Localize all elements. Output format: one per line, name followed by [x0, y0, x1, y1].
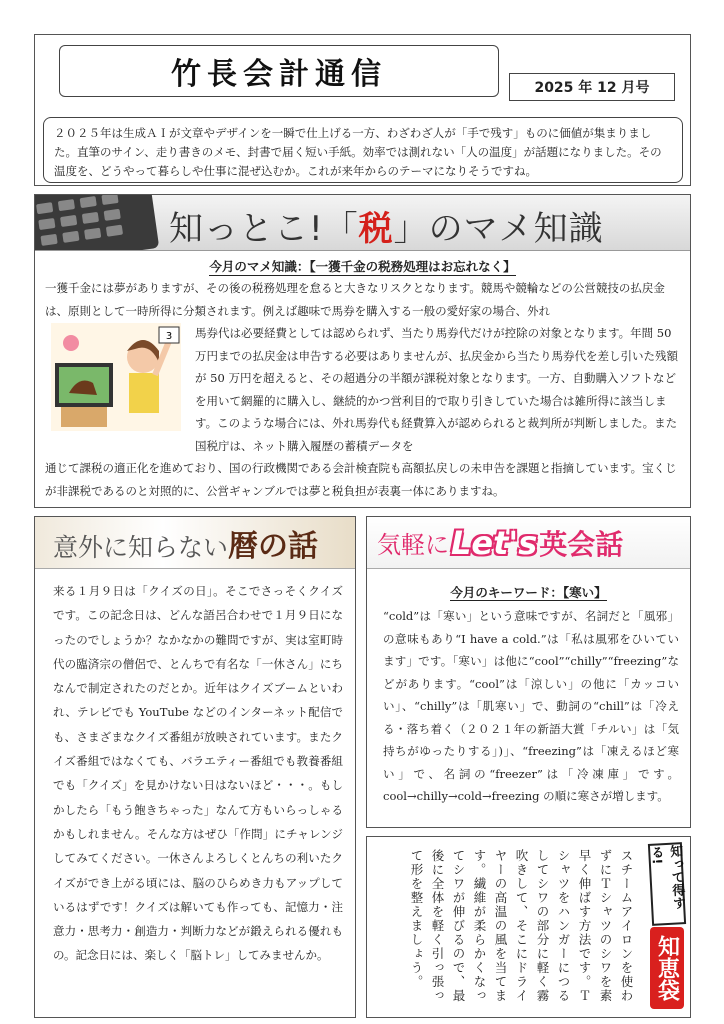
tax-subheading: 今月のマメ知識：【一獲千金の税務処理はお忘れなく】 [209, 259, 516, 274]
newsletter-title: 竹長会計通信 [59, 45, 499, 97]
calendar-banner [35, 517, 355, 569]
calendar-body-text: 来る１月９日は「クイズの日」。そこでさっそくクイズです。この記念日は、どんな語呂合わせで１月９日になったのでしょうか？なかなかの難問ですが、実は室町時代の臨済宗の僧侶で、とんちで有名な「一休さん」にちなんで制定されたのだとか。近年はクイズブームといわれ、テレビでも YouTube などのインターネット配信でも、さまざまなクイズ番組が放映されています。またクイズ番組ではなくても、バラエティー番組でも教養番組でも「クイズ」を見かけない日はないほど・・・。もしかしたら「もう飽きちゃった」なんて方もいらっしゃるかもしれません。そんな方はぜひ「作問」にチャレンジしてみてください。一休さんよろしくとんちの利いたクイズができ上がる頃には、脳のひらめき力もアップしているはずです！クイズは解いても作っても、記憶力・注意力・思考力・創造力・判断力などが鍛えられる優れもの。記念日には、楽しく「脳トレ」してみませんか。 [53, 584, 343, 963]
calculator-icon [35, 195, 159, 251]
tax-paragraph-right: 馬券代は必要経費としては認められず、当たり馬券代だけが控除の対象となります。年間 50 万円までの払戻金は申告する必要はありませんが、払戻金から当たり馬券代を差し引いた残額が 50 万円を超えると、その超過分の半額が課税対象となります。一方、自動購入ソフトなどを用いて網羅的に購入し、継続的かつ営利目的で取り引きしていた場合は雑所得に該当します。このような場合には、外れ馬券代も経費算入が認められると裁判所が判断しました。また国税庁は、ネット購入履歴の蓄積データを [195, 326, 678, 453]
tips-section [366, 836, 691, 1018]
issue-date: 2025 年 12 月号 [509, 73, 675, 101]
tips-badge [647, 843, 686, 1011]
english-subheading: 今月のキーワード：【寒い】 [450, 585, 607, 600]
ticket-number: 3 [165, 331, 173, 342]
tips-badge-bottom: 知恵袋 [650, 927, 684, 1009]
calendar-section [34, 516, 356, 1018]
english-banner-prefix: 気軽に [377, 531, 449, 559]
english-banner-title: 英会話 [539, 527, 624, 561]
english-banner-lets: Let's [451, 523, 538, 562]
english-section [366, 516, 691, 828]
calendar-section-heading: 意外に知らない暦の話 [53, 528, 319, 564]
tips-body-text: スチームアイロンを使わずにＴシャツのシワを素早く伸ばす方法です。Ｔシャツをハンガーにつるしてシワの部分に軽く霧吹きして、そこにドライヤーの高温の風を当てます。繊維が柔らかくなってシワが伸びるので、最後に全体を軽く引っ張って形を整えましょう。 [409, 849, 634, 1003]
newsletter-header [34, 34, 691, 186]
english-banner [367, 517, 690, 569]
tax-banner [35, 195, 690, 251]
tax-paragraph-top: 一獲千金には夢がありますが、その後の税務処理を怠ると大きなリスクとなります。競馬や競輪などの公営競技の払戻金は、原則として一時所得に分類されます。例えば趣味で馬券を購入する一般の愛好家の場合、外れ [45, 281, 665, 318]
intro-text: ２０２５年は生成ＡＩが文章やデザインを一瞬で仕上げる一方、わざわざ人が「手で残す」ものに価値が集まりました。直筆のサイン、走り書きのメモ、封書で届く短い手紙。効率では測れない「人の温度」が話題になりました。その温度を、どうやって暮らしや仕事に混ぜ込むか。これが来年からのテーマになりそうですね。 [43, 117, 683, 183]
tips-badge-top: 知って得する! [648, 842, 686, 926]
english-body-text: “cold”は「寒い」という意味ですが、名詞だと「風邪」の意味もあり“I have a cold.”は「私は風邪をひいています」です。「寒い」は他に“cool”“chilly”“freezing”などがあります。“cool”は「涼しい」の他に「カッコいい」、“chilly”は「肌寒い」で、動詞の“chill”は「冷える・落ち着く（２０２１年の新語大賞「チルい」は「気持ちがゆったりする」)」、“freezing”は「凍えるほど寒い」で、名詞の“freezer”は「冷凍庫」です。cool→chilly→cold→freezing の順に寒さが増します。 [383, 609, 679, 803]
horse-racing-illustration [51, 323, 181, 431]
tax-section-heading: 知っとこ!「税」のマメ知識 [169, 209, 604, 249]
tax-paragraph-bottom: 通じて課税の適正化を進めており、国の行政機関である会計検査院も高額払戻しの未申告を課題と指摘しています。宝くじが非課税であるのと対照的に、公営ギャンブルでは夢と税負担が表裏一体にありますね。 [45, 461, 677, 498]
tax-section [34, 194, 691, 508]
